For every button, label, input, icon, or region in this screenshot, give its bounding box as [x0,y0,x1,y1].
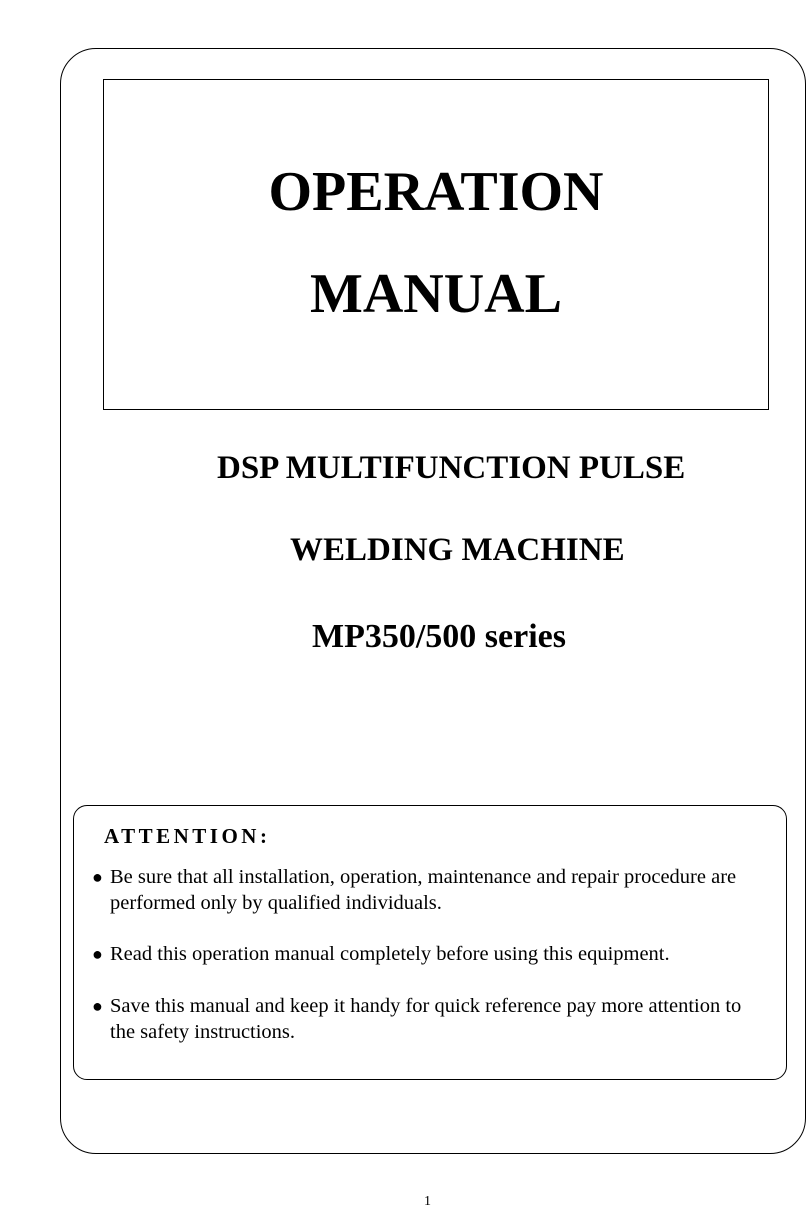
attention-heading: ATTENTION: [104,824,271,848]
page-number: 1 [424,1194,431,1209]
title-line-operation: OPERATION [268,161,604,223]
bullet-icon: ● [92,996,103,1016]
attention-item-text: Read this operation manual completely before using this equipment. [110,943,670,965]
title-box [103,79,769,410]
title-line-manual: MANUAL [310,263,562,325]
attention-item-text: Be sure that all installation, operation, maintenance and repair procedure are performed only by qualified individuals. [110,866,737,914]
model-series: MP350/500 series [312,618,566,655]
subtitle-machine: WELDING MACHINE [290,532,625,568]
subtitle-product-type: DSP MULTIFUNCTION PULSE [217,450,686,486]
bullet-icon: ● [92,867,103,887]
attention-item-text: Save this manual and keep it handy for quick reference pay more attention to the safety instructions. [110,995,742,1043]
attention-item [92,993,752,1045]
attention-item [92,941,752,967]
bullet-icon: ● [92,944,103,964]
attention-item [92,864,752,916]
